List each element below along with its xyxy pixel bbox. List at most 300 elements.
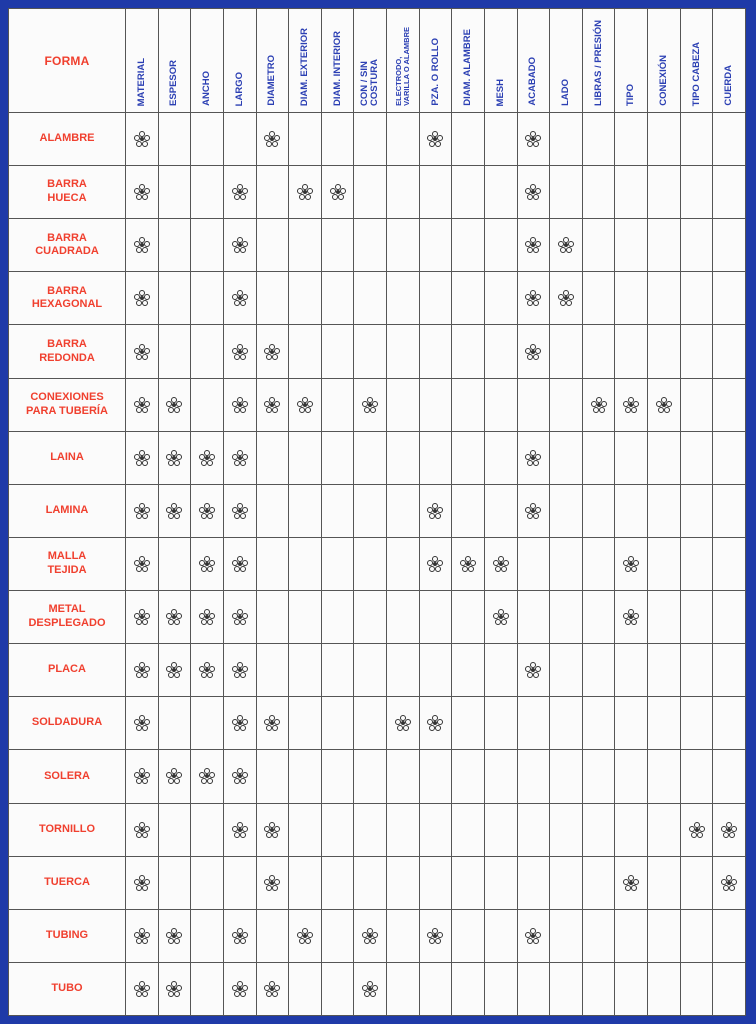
table-cell bbox=[191, 697, 224, 750]
table-cell bbox=[159, 432, 192, 485]
table-cell bbox=[550, 379, 583, 432]
flower-icon bbox=[134, 609, 150, 625]
table-cell bbox=[126, 379, 159, 432]
table-cell bbox=[224, 113, 257, 166]
table-cell bbox=[452, 963, 485, 1016]
table-cell bbox=[322, 857, 355, 910]
table-cell bbox=[518, 379, 551, 432]
table-cell bbox=[485, 113, 518, 166]
table-cell bbox=[322, 113, 355, 166]
table-cell bbox=[126, 485, 159, 538]
table-cell bbox=[387, 113, 420, 166]
table-cell bbox=[615, 325, 648, 378]
table-cell bbox=[550, 857, 583, 910]
flower-icon bbox=[134, 556, 150, 572]
table-cell bbox=[224, 379, 257, 432]
table-cell bbox=[224, 644, 257, 697]
table-cell bbox=[257, 910, 290, 963]
table-cell bbox=[615, 804, 648, 857]
row-header: BARRA CUADRADA bbox=[9, 219, 126, 272]
flower-icon bbox=[232, 503, 248, 519]
table-cell bbox=[648, 485, 681, 538]
table-cell bbox=[387, 432, 420, 485]
table-cell bbox=[648, 804, 681, 857]
table-cell bbox=[713, 750, 746, 803]
flower-icon bbox=[134, 875, 150, 891]
flower-icon bbox=[493, 609, 509, 625]
table-cell bbox=[354, 219, 387, 272]
column-header-label: CON / SIN COSTURA bbox=[359, 59, 381, 106]
table-cell bbox=[615, 910, 648, 963]
table-cell bbox=[518, 910, 551, 963]
column-header-label: ACABADO bbox=[527, 57, 539, 106]
table-cell bbox=[615, 485, 648, 538]
column-header bbox=[159, 9, 192, 113]
table-cell bbox=[224, 166, 257, 219]
table-cell bbox=[485, 379, 518, 432]
flower-icon bbox=[264, 715, 280, 731]
flower-icon bbox=[232, 450, 248, 466]
table-cell bbox=[191, 857, 224, 910]
table-cell bbox=[354, 113, 387, 166]
row-header: BARRA HUECA bbox=[9, 166, 126, 219]
column-header-label: MESH bbox=[494, 78, 506, 106]
table-cell bbox=[713, 857, 746, 910]
table-cell bbox=[648, 325, 681, 378]
flower-icon bbox=[134, 237, 150, 253]
table-cell bbox=[224, 857, 257, 910]
table-cell bbox=[420, 591, 453, 644]
table-cell bbox=[648, 750, 681, 803]
table-cell bbox=[289, 272, 322, 325]
row-header: ALAMBRE bbox=[9, 113, 126, 166]
table-cell bbox=[191, 485, 224, 538]
table-cell bbox=[518, 219, 551, 272]
table-cell bbox=[387, 272, 420, 325]
table-cell bbox=[713, 113, 746, 166]
flower-icon bbox=[525, 450, 541, 466]
column-header bbox=[289, 9, 322, 113]
table-cell bbox=[126, 804, 159, 857]
table-cell bbox=[289, 379, 322, 432]
flower-icon bbox=[623, 609, 639, 625]
flower-icon bbox=[232, 662, 248, 678]
table-cell bbox=[420, 113, 453, 166]
column-header bbox=[648, 9, 681, 113]
table-cell bbox=[518, 644, 551, 697]
table-cell bbox=[257, 538, 290, 591]
table-cell bbox=[257, 485, 290, 538]
flower-icon bbox=[362, 981, 378, 997]
flower-icon bbox=[427, 928, 443, 944]
flower-icon bbox=[264, 397, 280, 413]
table-cell bbox=[452, 432, 485, 485]
flower-icon bbox=[232, 397, 248, 413]
flower-icon bbox=[134, 503, 150, 519]
table-cell bbox=[681, 591, 714, 644]
table-cell bbox=[713, 644, 746, 697]
table-cell bbox=[289, 963, 322, 1016]
table-cell bbox=[615, 432, 648, 485]
flower-icon bbox=[460, 556, 476, 572]
flower-icon bbox=[427, 715, 443, 731]
column-header bbox=[452, 9, 485, 113]
table-cell bbox=[648, 644, 681, 697]
table-cell bbox=[713, 963, 746, 1016]
table-cell bbox=[354, 591, 387, 644]
table-cell bbox=[126, 910, 159, 963]
flower-icon bbox=[525, 344, 541, 360]
flower-icon bbox=[232, 822, 248, 838]
flower-icon bbox=[591, 397, 607, 413]
table-cell bbox=[615, 857, 648, 910]
table-cell bbox=[387, 538, 420, 591]
table-cell bbox=[387, 697, 420, 750]
table-cell bbox=[681, 272, 714, 325]
flower-icon bbox=[134, 290, 150, 306]
table-cell bbox=[485, 750, 518, 803]
table-cell bbox=[322, 272, 355, 325]
table-cell bbox=[518, 166, 551, 219]
column-header-label: DIAMETRO bbox=[266, 55, 278, 106]
flower-icon bbox=[525, 237, 541, 253]
table-cell bbox=[289, 750, 322, 803]
table-cell bbox=[191, 219, 224, 272]
table-cell bbox=[713, 272, 746, 325]
flower-icon bbox=[134, 715, 150, 731]
flower-icon bbox=[166, 981, 182, 997]
table-cell bbox=[322, 325, 355, 378]
table-cell bbox=[452, 166, 485, 219]
table-cell bbox=[583, 644, 616, 697]
table-cell bbox=[550, 963, 583, 1016]
flower-icon bbox=[427, 503, 443, 519]
table-cell bbox=[648, 272, 681, 325]
table-cell bbox=[485, 432, 518, 485]
table-cell bbox=[387, 379, 420, 432]
table-cell bbox=[289, 910, 322, 963]
table-cell bbox=[224, 750, 257, 803]
table-cell bbox=[257, 325, 290, 378]
table-cell bbox=[420, 644, 453, 697]
table-cell bbox=[713, 485, 746, 538]
table-cell bbox=[648, 166, 681, 219]
table-cell bbox=[550, 272, 583, 325]
table-cell bbox=[289, 113, 322, 166]
row-header: BARRA REDONDA bbox=[9, 325, 126, 378]
table-cell bbox=[354, 538, 387, 591]
flower-icon bbox=[232, 237, 248, 253]
table-cell bbox=[518, 272, 551, 325]
table-cell bbox=[583, 272, 616, 325]
table-cell bbox=[420, 857, 453, 910]
table-cell bbox=[354, 485, 387, 538]
table-cell bbox=[681, 325, 714, 378]
table-cell bbox=[713, 166, 746, 219]
table-cell bbox=[615, 166, 648, 219]
flower-icon bbox=[232, 184, 248, 200]
table-cell bbox=[126, 963, 159, 1016]
table-cell bbox=[224, 325, 257, 378]
row-header: TORNILLO bbox=[9, 804, 126, 857]
column-header bbox=[713, 9, 746, 113]
table-cell bbox=[224, 432, 257, 485]
table-cell bbox=[387, 910, 420, 963]
flower-icon bbox=[264, 344, 280, 360]
column-header bbox=[257, 9, 290, 113]
table-cell bbox=[713, 910, 746, 963]
table-cell bbox=[518, 113, 551, 166]
table-cell bbox=[518, 591, 551, 644]
table-cell bbox=[615, 697, 648, 750]
table-cell bbox=[257, 644, 290, 697]
column-header-label: LIBRAS / PRESIÓN bbox=[592, 19, 604, 106]
flower-icon bbox=[297, 397, 313, 413]
table-cell bbox=[583, 219, 616, 272]
table-cell bbox=[583, 750, 616, 803]
flower-icon bbox=[362, 397, 378, 413]
table-cell bbox=[713, 379, 746, 432]
flower-icon bbox=[166, 503, 182, 519]
column-header-label: PZA. O ROLLO bbox=[429, 38, 441, 106]
table-cell bbox=[550, 910, 583, 963]
flower-icon bbox=[623, 556, 639, 572]
table-cell bbox=[583, 113, 616, 166]
column-header-label: ESPESOR bbox=[168, 60, 180, 106]
table-cell bbox=[257, 697, 290, 750]
table-cell bbox=[191, 325, 224, 378]
table-cell bbox=[257, 272, 290, 325]
table-cell bbox=[615, 379, 648, 432]
table-cell bbox=[420, 804, 453, 857]
column-header bbox=[126, 9, 159, 113]
table-cell bbox=[322, 697, 355, 750]
table-cell bbox=[257, 219, 290, 272]
table-cell bbox=[420, 379, 453, 432]
table-cell bbox=[420, 325, 453, 378]
column-header bbox=[354, 9, 387, 113]
table-cell bbox=[648, 963, 681, 1016]
attribute-table bbox=[8, 8, 746, 1016]
flower-icon bbox=[525, 503, 541, 519]
table-cell bbox=[485, 591, 518, 644]
table-cell bbox=[159, 697, 192, 750]
row-header: TUBING bbox=[9, 910, 126, 963]
table-cell bbox=[452, 591, 485, 644]
table-cell bbox=[126, 272, 159, 325]
table-cell bbox=[224, 697, 257, 750]
flower-icon bbox=[232, 768, 248, 784]
table-cell bbox=[387, 485, 420, 538]
table-cell bbox=[485, 697, 518, 750]
table-cell bbox=[518, 697, 551, 750]
table-cell bbox=[289, 325, 322, 378]
table-cell bbox=[648, 910, 681, 963]
flower-icon bbox=[232, 928, 248, 944]
flower-icon bbox=[199, 450, 215, 466]
flower-icon bbox=[525, 184, 541, 200]
column-header bbox=[191, 9, 224, 113]
flower-icon bbox=[264, 131, 280, 147]
table-cell bbox=[452, 325, 485, 378]
table-cell bbox=[322, 379, 355, 432]
table-cell bbox=[257, 432, 290, 485]
flower-icon bbox=[232, 981, 248, 997]
corner-header: FORMA bbox=[9, 9, 126, 113]
table-cell bbox=[681, 963, 714, 1016]
table-cell bbox=[191, 804, 224, 857]
table-cell bbox=[224, 538, 257, 591]
table-cell bbox=[681, 379, 714, 432]
table-cell bbox=[126, 644, 159, 697]
flower-icon bbox=[232, 715, 248, 731]
flower-icon bbox=[199, 768, 215, 784]
table-cell bbox=[159, 113, 192, 166]
flower-icon bbox=[264, 981, 280, 997]
flower-icon bbox=[232, 609, 248, 625]
table-cell bbox=[387, 963, 420, 1016]
table-cell bbox=[485, 219, 518, 272]
table-cell bbox=[583, 910, 616, 963]
flower-icon bbox=[134, 928, 150, 944]
table-cell bbox=[159, 910, 192, 963]
table-cell bbox=[550, 219, 583, 272]
flower-icon bbox=[134, 450, 150, 466]
flower-icon bbox=[199, 609, 215, 625]
table-cell bbox=[354, 963, 387, 1016]
table-cell bbox=[452, 857, 485, 910]
table-cell bbox=[420, 697, 453, 750]
table-cell bbox=[615, 272, 648, 325]
flower-icon bbox=[721, 822, 737, 838]
column-header bbox=[387, 9, 420, 113]
table-cell bbox=[126, 750, 159, 803]
column-header-label: TIPO CABEZA bbox=[690, 41, 702, 106]
table-cell bbox=[354, 644, 387, 697]
table-cell bbox=[615, 591, 648, 644]
table-cell bbox=[289, 219, 322, 272]
table-cell bbox=[518, 750, 551, 803]
flower-icon bbox=[166, 662, 182, 678]
table-cell bbox=[126, 219, 159, 272]
table-cell bbox=[354, 857, 387, 910]
table-cell bbox=[452, 379, 485, 432]
table-cell bbox=[322, 166, 355, 219]
table-cell bbox=[681, 166, 714, 219]
column-header-label: LARGO bbox=[233, 71, 245, 106]
table-cell bbox=[420, 750, 453, 803]
row-header: CONEXIONES PARA TUBERÍA bbox=[9, 379, 126, 432]
column-header-label: LADO bbox=[560, 79, 572, 106]
flower-icon bbox=[232, 290, 248, 306]
table-cell bbox=[615, 963, 648, 1016]
column-header-label: ANCHO bbox=[201, 71, 213, 106]
table-cell bbox=[452, 538, 485, 591]
table-cell bbox=[289, 591, 322, 644]
table-cell bbox=[550, 325, 583, 378]
table-cell bbox=[518, 963, 551, 1016]
table-cell bbox=[159, 485, 192, 538]
flower-icon bbox=[134, 344, 150, 360]
table-cell bbox=[126, 166, 159, 219]
table-cell bbox=[615, 644, 648, 697]
flower-icon bbox=[427, 556, 443, 572]
table-cell bbox=[126, 857, 159, 910]
table-cell bbox=[322, 432, 355, 485]
sheet bbox=[8, 8, 746, 1016]
table-cell bbox=[681, 644, 714, 697]
table-cell bbox=[387, 325, 420, 378]
table-cell bbox=[126, 432, 159, 485]
table-cell bbox=[648, 591, 681, 644]
table-cell bbox=[550, 591, 583, 644]
table-cell bbox=[681, 485, 714, 538]
table-cell bbox=[126, 325, 159, 378]
table-cell bbox=[485, 910, 518, 963]
column-header-label: DIAM. INTERIOR bbox=[331, 31, 343, 106]
flower-icon bbox=[721, 875, 737, 891]
table-cell bbox=[191, 963, 224, 1016]
table-cell bbox=[681, 538, 714, 591]
table-cell bbox=[322, 591, 355, 644]
table-cell bbox=[648, 113, 681, 166]
table-cell bbox=[550, 804, 583, 857]
table-cell bbox=[713, 219, 746, 272]
flower-icon bbox=[232, 556, 248, 572]
table-cell bbox=[387, 857, 420, 910]
flower-icon bbox=[134, 131, 150, 147]
table-cell bbox=[257, 750, 290, 803]
table-cell bbox=[387, 750, 420, 803]
table-cell bbox=[583, 591, 616, 644]
table-cell bbox=[420, 910, 453, 963]
flower-icon bbox=[330, 184, 346, 200]
table-cell bbox=[354, 697, 387, 750]
flower-icon bbox=[232, 344, 248, 360]
table-cell bbox=[322, 644, 355, 697]
table-cell bbox=[354, 325, 387, 378]
table-cell bbox=[583, 485, 616, 538]
table-cell bbox=[615, 538, 648, 591]
table-cell bbox=[322, 910, 355, 963]
table-cell bbox=[322, 485, 355, 538]
flower-icon bbox=[656, 397, 672, 413]
flower-icon bbox=[493, 556, 509, 572]
table-cell bbox=[648, 379, 681, 432]
flower-icon bbox=[166, 609, 182, 625]
table-cell bbox=[159, 166, 192, 219]
table-cell bbox=[354, 432, 387, 485]
table-cell bbox=[452, 485, 485, 538]
row-header: LAINA bbox=[9, 432, 126, 485]
flower-icon bbox=[297, 184, 313, 200]
flower-icon bbox=[264, 822, 280, 838]
flower-icon bbox=[525, 928, 541, 944]
table-cell bbox=[322, 538, 355, 591]
table-cell bbox=[452, 219, 485, 272]
table-cell bbox=[191, 644, 224, 697]
table-cell bbox=[289, 857, 322, 910]
row-header: TUERCA bbox=[9, 857, 126, 910]
table-cell bbox=[485, 644, 518, 697]
table-cell bbox=[257, 166, 290, 219]
table-cell bbox=[583, 804, 616, 857]
flower-icon bbox=[395, 715, 411, 731]
row-header: METAL DESPLEGADO bbox=[9, 591, 126, 644]
table-cell bbox=[191, 591, 224, 644]
table-cell bbox=[289, 485, 322, 538]
table-cell bbox=[648, 432, 681, 485]
